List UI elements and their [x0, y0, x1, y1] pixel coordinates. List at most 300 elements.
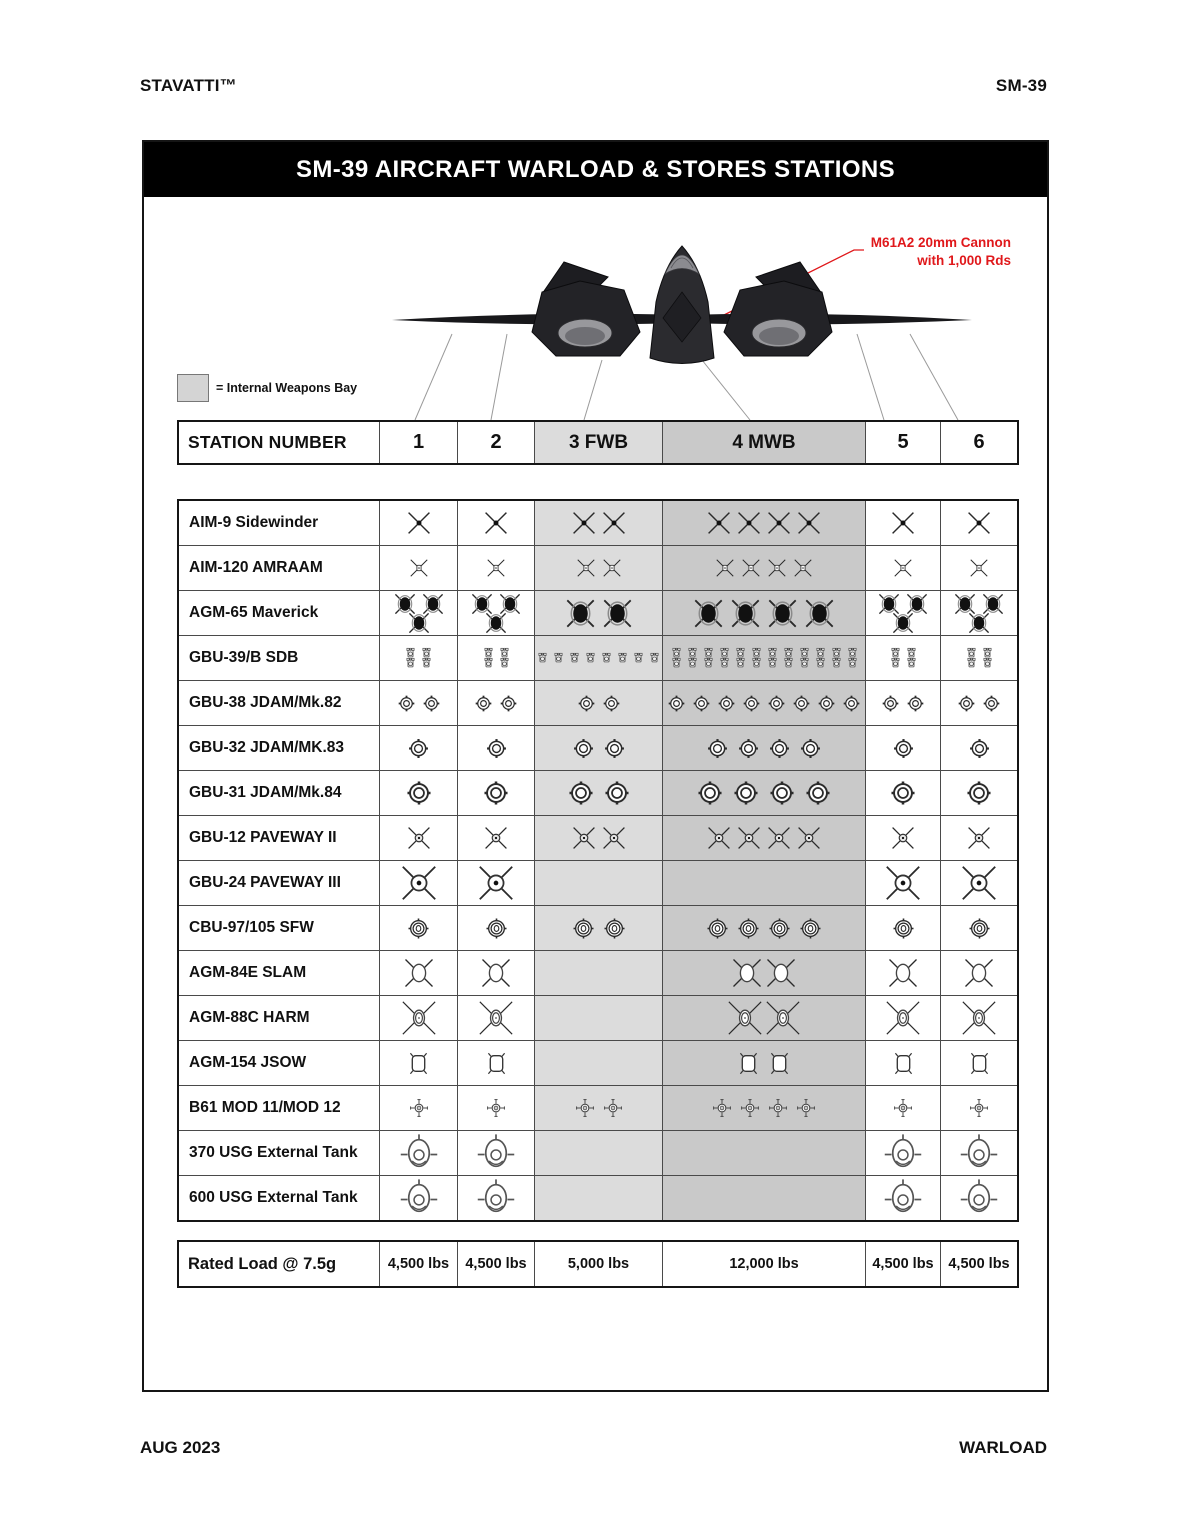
jdam38-icon	[790, 692, 813, 715]
icon-row	[400, 1134, 438, 1172]
station-6-loadout-cell	[940, 1041, 1017, 1085]
icon-row	[964, 656, 995, 671]
icon-row	[483, 510, 509, 536]
sdb-icon	[599, 651, 614, 666]
station-3-loadout-cell	[534, 861, 662, 905]
aim9-icon	[736, 510, 762, 536]
station-5-loadout-cell	[865, 726, 940, 770]
jdam38-icon	[420, 692, 443, 715]
icon-row	[669, 656, 860, 671]
aim9-icon	[571, 510, 597, 536]
weapon-label: AGM-65 Maverick	[189, 604, 319, 621]
sdb-icon	[749, 656, 764, 671]
jsow-icon	[735, 1050, 762, 1077]
station-6-loadout-cell	[940, 816, 1017, 860]
icon-row	[890, 510, 916, 536]
paveway3-icon	[478, 865, 514, 901]
icon-row	[401, 865, 437, 901]
station-1-loadout-cell	[379, 816, 457, 860]
cbu-icon	[570, 915, 597, 942]
icon-row	[966, 825, 992, 851]
icon-row	[888, 656, 919, 671]
cbu-icon	[797, 915, 824, 942]
b61-icon	[967, 1096, 991, 1120]
tank-icon	[477, 1179, 515, 1217]
weapon-label: AIM-9 Sidewinder	[189, 514, 319, 531]
station-3-loadout-cell	[534, 636, 662, 680]
weapon-label: GBU-31 JDAM/Mk.84	[189, 784, 342, 801]
jdam32-icon	[704, 735, 731, 762]
cbu-icon	[405, 915, 432, 942]
icon-row	[966, 915, 993, 942]
cannon-annotation	[791, 234, 1011, 269]
jdam38-icon	[879, 692, 902, 715]
paveway2-icon	[796, 825, 822, 851]
aim9-icon	[966, 510, 992, 536]
weapon-label-cell	[179, 861, 379, 905]
icon-row	[407, 611, 431, 635]
station-3-loadout-cell	[534, 546, 662, 590]
station-header-5: 5	[865, 422, 940, 463]
weapon-label: GBU-38 JDAM/Mk.82	[189, 694, 342, 711]
harm-icon	[479, 1001, 513, 1035]
paveway3-icon	[961, 865, 997, 901]
station-4-loadout-cell	[662, 816, 865, 860]
station-3-loadout-cell	[534, 681, 662, 725]
slam-icon	[732, 958, 762, 988]
icon-row	[888, 958, 918, 988]
aim9-icon	[796, 510, 822, 536]
icon-row	[692, 597, 836, 630]
tank-icon	[884, 1134, 922, 1172]
jdam38-icon	[472, 692, 495, 715]
icon-row	[891, 611, 915, 635]
weapon-label: CBU-97/105 SFW	[189, 919, 314, 936]
icon-row	[405, 915, 432, 942]
paveway2-icon	[736, 825, 762, 851]
weapon-label-cell	[179, 996, 379, 1040]
b61-icon	[891, 1096, 915, 1120]
jdam31-icon	[730, 777, 762, 809]
slam-icon	[481, 958, 511, 988]
station-5-loadout-cell	[865, 591, 940, 635]
cbu-icon	[890, 915, 917, 942]
icon-row	[483, 1050, 510, 1077]
rated-load-station-1: 4,500 lbs	[379, 1242, 457, 1286]
icon-row	[571, 825, 627, 851]
weapon-label: B61 MOD 11/MOD 12	[189, 1099, 341, 1116]
legend-swatch	[177, 374, 209, 402]
icon-row	[535, 651, 662, 666]
icon-row	[665, 692, 863, 715]
station-1-loadout-cell	[379, 591, 457, 635]
jdam38-icon	[575, 692, 598, 715]
jdam32-icon	[890, 735, 917, 762]
rated-load-label: Rated Load @ 7.5g	[188, 1254, 337, 1273]
station-6-loadout-cell	[940, 996, 1017, 1040]
station-6-loadout-cell	[940, 681, 1017, 725]
rated-load-table	[177, 1240, 1019, 1288]
table-row	[179, 590, 1017, 635]
maverick-icon	[601, 597, 634, 630]
icon-row	[706, 825, 822, 851]
jdam31-icon	[694, 777, 726, 809]
icon-row	[478, 865, 514, 901]
b61-icon	[738, 1096, 762, 1120]
station-1-loadout-cell	[379, 546, 457, 590]
station-3-loadout-cell	[534, 501, 662, 545]
station-header-2: 2	[457, 422, 534, 463]
station-3-loadout-cell	[534, 1176, 662, 1220]
icon-row	[884, 1179, 922, 1217]
station-2-loadout-cell	[457, 1176, 534, 1220]
station-2-loadout-cell	[457, 636, 534, 680]
icon-row	[479, 1001, 513, 1035]
weapon-label-cell	[179, 1131, 379, 1175]
paveway2-icon	[890, 825, 916, 851]
sdb-icon	[535, 651, 550, 666]
jdam31-icon	[601, 777, 633, 809]
sdb-icon	[717, 656, 732, 671]
station-1-loadout-cell	[379, 771, 457, 815]
station-1-loadout-cell	[379, 501, 457, 545]
weapon-label: AGM-88C HARM	[189, 1009, 310, 1026]
table-row	[179, 815, 1017, 860]
weapon-label-cell	[179, 951, 379, 995]
station-2-loadout-cell	[457, 996, 534, 1040]
weapon-label-cell	[179, 501, 379, 545]
icon-row	[573, 1096, 625, 1120]
paveway3-icon	[885, 865, 921, 901]
icon-row	[570, 915, 628, 942]
tank-icon	[960, 1179, 998, 1217]
weapon-label-cell	[179, 546, 379, 590]
station-5-loadout-cell	[865, 681, 940, 725]
paveway2-icon	[966, 825, 992, 851]
paveway2-icon	[483, 825, 509, 851]
station-1-loadout-cell	[379, 1131, 457, 1175]
station-2-loadout-cell	[457, 861, 534, 905]
station-6-loadout-cell	[940, 636, 1017, 680]
sdb-icon	[829, 656, 844, 671]
aim9-icon	[483, 510, 509, 536]
icon-row	[890, 915, 917, 942]
station-1-loadout-cell	[379, 681, 457, 725]
icon-row	[484, 611, 508, 635]
weapon-label: GBU-32 JDAM/MK.83	[189, 739, 345, 756]
jsow-icon	[966, 1050, 993, 1077]
icon-row	[960, 1134, 998, 1172]
station-5-loadout-cell	[865, 501, 940, 545]
table-row	[179, 905, 1017, 950]
tank-icon	[400, 1134, 438, 1172]
cbu-icon	[735, 915, 762, 942]
station-5-loadout-cell	[865, 546, 940, 590]
table-row	[179, 545, 1017, 590]
icon-row	[472, 692, 520, 715]
icon-row	[395, 692, 443, 715]
aim9-icon	[890, 510, 916, 536]
station-5-loadout-cell	[865, 1041, 940, 1085]
icon-row	[879, 692, 927, 715]
station-4-loadout-cell	[662, 591, 865, 635]
icon-row	[407, 1096, 431, 1120]
station-1-loadout-cell	[379, 726, 457, 770]
page-footer	[140, 1438, 1047, 1458]
table-row	[179, 860, 1017, 905]
cannon-annotation-line2: with 1,000 Rds	[917, 252, 1011, 268]
weapon-label-cell	[179, 771, 379, 815]
weapon-label: GBU-39/B SDB	[189, 649, 299, 666]
station-5-loadout-cell	[865, 996, 940, 1040]
maverick-icon	[766, 597, 799, 630]
maverick-icon	[803, 597, 836, 630]
rated-load-station-2: 4,500 lbs	[457, 1242, 534, 1286]
jdam38-icon	[740, 692, 763, 715]
icon-row	[967, 1096, 991, 1120]
slam-icon	[888, 958, 918, 988]
icon-row	[480, 777, 512, 809]
station-4-loadout-cell	[662, 996, 865, 1040]
station-2-loadout-cell	[457, 591, 534, 635]
aim9-icon	[706, 510, 732, 536]
station-5-loadout-cell	[865, 636, 940, 680]
table-row	[179, 1130, 1017, 1175]
weapon-label: GBU-24 PAVEWAY III	[189, 874, 341, 891]
harm-icon	[728, 1001, 762, 1035]
tank-icon	[884, 1179, 922, 1217]
aim9-icon	[766, 510, 792, 536]
tank-icon	[960, 1134, 998, 1172]
jdam32-icon	[570, 735, 597, 762]
tank-icon	[400, 1179, 438, 1217]
icon-row	[704, 915, 824, 942]
jdam31-icon	[802, 777, 834, 809]
sdb-icon	[669, 656, 684, 671]
paveway2-icon	[766, 825, 792, 851]
icon-row	[565, 777, 633, 809]
icon-row	[887, 777, 919, 809]
station-6-loadout-cell	[940, 1176, 1017, 1220]
station-5-loadout-cell	[865, 1131, 940, 1175]
aim120-icon	[766, 557, 788, 579]
jdam38-icon	[600, 692, 623, 715]
aim120-icon	[601, 557, 623, 579]
icon-row	[963, 777, 995, 809]
station-3-loadout-cell	[534, 906, 662, 950]
aim120-icon	[485, 557, 507, 579]
icon-row	[885, 865, 921, 901]
station-2-loadout-cell	[457, 771, 534, 815]
maverick-icon	[729, 597, 762, 630]
station-4-loadout-cell	[662, 681, 865, 725]
station-6-loadout-cell	[940, 861, 1017, 905]
b61-icon	[766, 1096, 790, 1120]
icon-row	[481, 958, 511, 988]
icon-row	[706, 510, 822, 536]
station-5-loadout-cell	[865, 906, 940, 950]
icon-row	[403, 656, 434, 671]
station-4-loadout-cell	[662, 771, 865, 815]
icon-row	[890, 1050, 917, 1077]
jdam38-icon	[765, 692, 788, 715]
icon-row	[483, 915, 510, 942]
aim9-icon	[406, 510, 432, 536]
jdam38-icon	[497, 692, 520, 715]
icon-row	[966, 510, 992, 536]
aim120-icon	[408, 557, 430, 579]
sdb-icon	[685, 656, 700, 671]
station-2-loadout-cell	[457, 1131, 534, 1175]
sdb-icon	[615, 651, 630, 666]
weapon-label-cell	[179, 816, 379, 860]
maverick-icon	[692, 597, 725, 630]
station-4-loadout-cell	[662, 636, 865, 680]
icon-row	[483, 825, 509, 851]
icon-row	[884, 1134, 922, 1172]
table-row	[179, 1175, 1017, 1220]
sdb-icon	[631, 651, 646, 666]
weapon-label: AGM-154 JSOW	[189, 1054, 307, 1071]
station-4-loadout-cell	[662, 951, 865, 995]
sdb-icon	[904, 656, 919, 671]
b61-icon	[484, 1096, 508, 1120]
station-1-loadout-cell	[379, 861, 457, 905]
weapon-label-cell	[179, 1086, 379, 1130]
brand-name: STAVATTI™	[140, 76, 237, 95]
model-number: SM-39	[995, 76, 1047, 95]
jsow-icon	[405, 1050, 432, 1077]
maverick-icon	[891, 611, 915, 635]
station-2-loadout-cell	[457, 1041, 534, 1085]
paveway2-icon	[601, 825, 627, 851]
icon-row	[564, 597, 634, 630]
jdam31-icon	[403, 777, 435, 809]
icon-row	[960, 1179, 998, 1217]
cannon-annotation-line1: M61A2 20mm Cannon	[870, 235, 1011, 250]
weapon-label-cell	[179, 591, 379, 635]
sdb-icon	[497, 656, 512, 671]
footer-doc-name: WARLOAD	[959, 1438, 1047, 1457]
sdb-icon	[481, 656, 496, 671]
maverick-icon	[407, 611, 431, 635]
icon-row	[886, 1001, 920, 1035]
station-3-loadout-cell	[534, 1086, 662, 1130]
station-1-loadout-cell	[379, 1176, 457, 1220]
sheet-title: SM-39 AIRCRAFT WARLOAD & STORES STATIONS	[295, 155, 896, 183]
icon-row	[402, 1001, 436, 1035]
b61-icon	[407, 1096, 431, 1120]
icon-row	[891, 1096, 915, 1120]
station-header-3: 3 FWB	[534, 422, 662, 463]
icon-row	[968, 557, 990, 579]
page-header	[140, 76, 1047, 96]
station-5-loadout-cell	[865, 1176, 940, 1220]
table-row	[179, 635, 1017, 680]
cbu-icon	[483, 915, 510, 942]
slam-icon	[964, 958, 994, 988]
station-3-loadout-cell	[534, 771, 662, 815]
station-3-loadout-cell	[534, 951, 662, 995]
station-1-loadout-cell	[379, 906, 457, 950]
weapon-label: 370 USG External Tank	[189, 1144, 358, 1161]
table-row	[179, 680, 1017, 725]
harm-icon	[766, 1001, 800, 1035]
station-header-4: 4 MWB	[662, 422, 865, 463]
paveway2-icon	[706, 825, 732, 851]
harm-icon	[886, 1001, 920, 1035]
station-5-loadout-cell	[865, 951, 940, 995]
icon-row	[483, 735, 510, 762]
station-6-loadout-cell	[940, 771, 1017, 815]
icon-row	[405, 1050, 432, 1077]
aim120-icon	[714, 557, 736, 579]
icon-row	[955, 692, 1003, 715]
aim120-icon	[892, 557, 914, 579]
icon-row	[406, 510, 432, 536]
station-2-loadout-cell	[457, 1086, 534, 1130]
icon-row	[485, 557, 507, 579]
jdam38-icon	[395, 692, 418, 715]
jdam31-icon	[963, 777, 995, 809]
jdam32-icon	[966, 735, 993, 762]
station-1-loadout-cell	[379, 1041, 457, 1085]
internal-weapons-bay-legend	[177, 374, 357, 402]
station-4-loadout-cell	[662, 1086, 865, 1130]
jdam38-icon	[815, 692, 838, 715]
station-number-label: STATION NUMBER	[188, 432, 347, 452]
weapon-label-cell	[179, 1041, 379, 1085]
slam-icon	[404, 958, 434, 988]
icon-row	[710, 1096, 818, 1120]
station-5-loadout-cell	[865, 861, 940, 905]
station-2-loadout-cell	[457, 951, 534, 995]
icon-row	[481, 656, 512, 671]
sdb-icon	[781, 656, 796, 671]
jdam31-icon	[766, 777, 798, 809]
jdam38-icon	[904, 692, 927, 715]
cbu-icon	[766, 915, 793, 942]
station-6-loadout-cell	[940, 591, 1017, 635]
station-2-loadout-cell	[457, 501, 534, 545]
table-row	[179, 725, 1017, 770]
cbu-icon	[704, 915, 731, 942]
weapon-label: AGM-84E SLAM	[189, 964, 307, 981]
weapon-label: GBU-12 PAVEWAY II	[189, 829, 337, 846]
jdam38-icon	[840, 692, 863, 715]
aim9-icon	[601, 510, 627, 536]
jsow-icon	[890, 1050, 917, 1077]
b61-icon	[710, 1096, 734, 1120]
station-4-loadout-cell	[662, 1041, 865, 1085]
station-1-loadout-cell	[379, 996, 457, 1040]
station-3-loadout-cell	[534, 1041, 662, 1085]
sheet-title-bar	[144, 142, 1047, 197]
sdb-icon	[647, 651, 662, 666]
station-4-loadout-cell	[662, 501, 865, 545]
paveway3-icon	[401, 865, 437, 901]
station-5-loadout-cell	[865, 1086, 940, 1130]
station-5-loadout-cell	[865, 816, 940, 860]
icon-row	[403, 777, 435, 809]
icon-row	[571, 510, 627, 536]
station-6-loadout-cell	[940, 951, 1017, 995]
paveway2-icon	[406, 825, 432, 851]
sdb-icon	[888, 656, 903, 671]
footer-date: AUG 2023	[140, 1438, 221, 1457]
icon-row	[967, 611, 991, 635]
weapon-label-cell	[179, 726, 379, 770]
